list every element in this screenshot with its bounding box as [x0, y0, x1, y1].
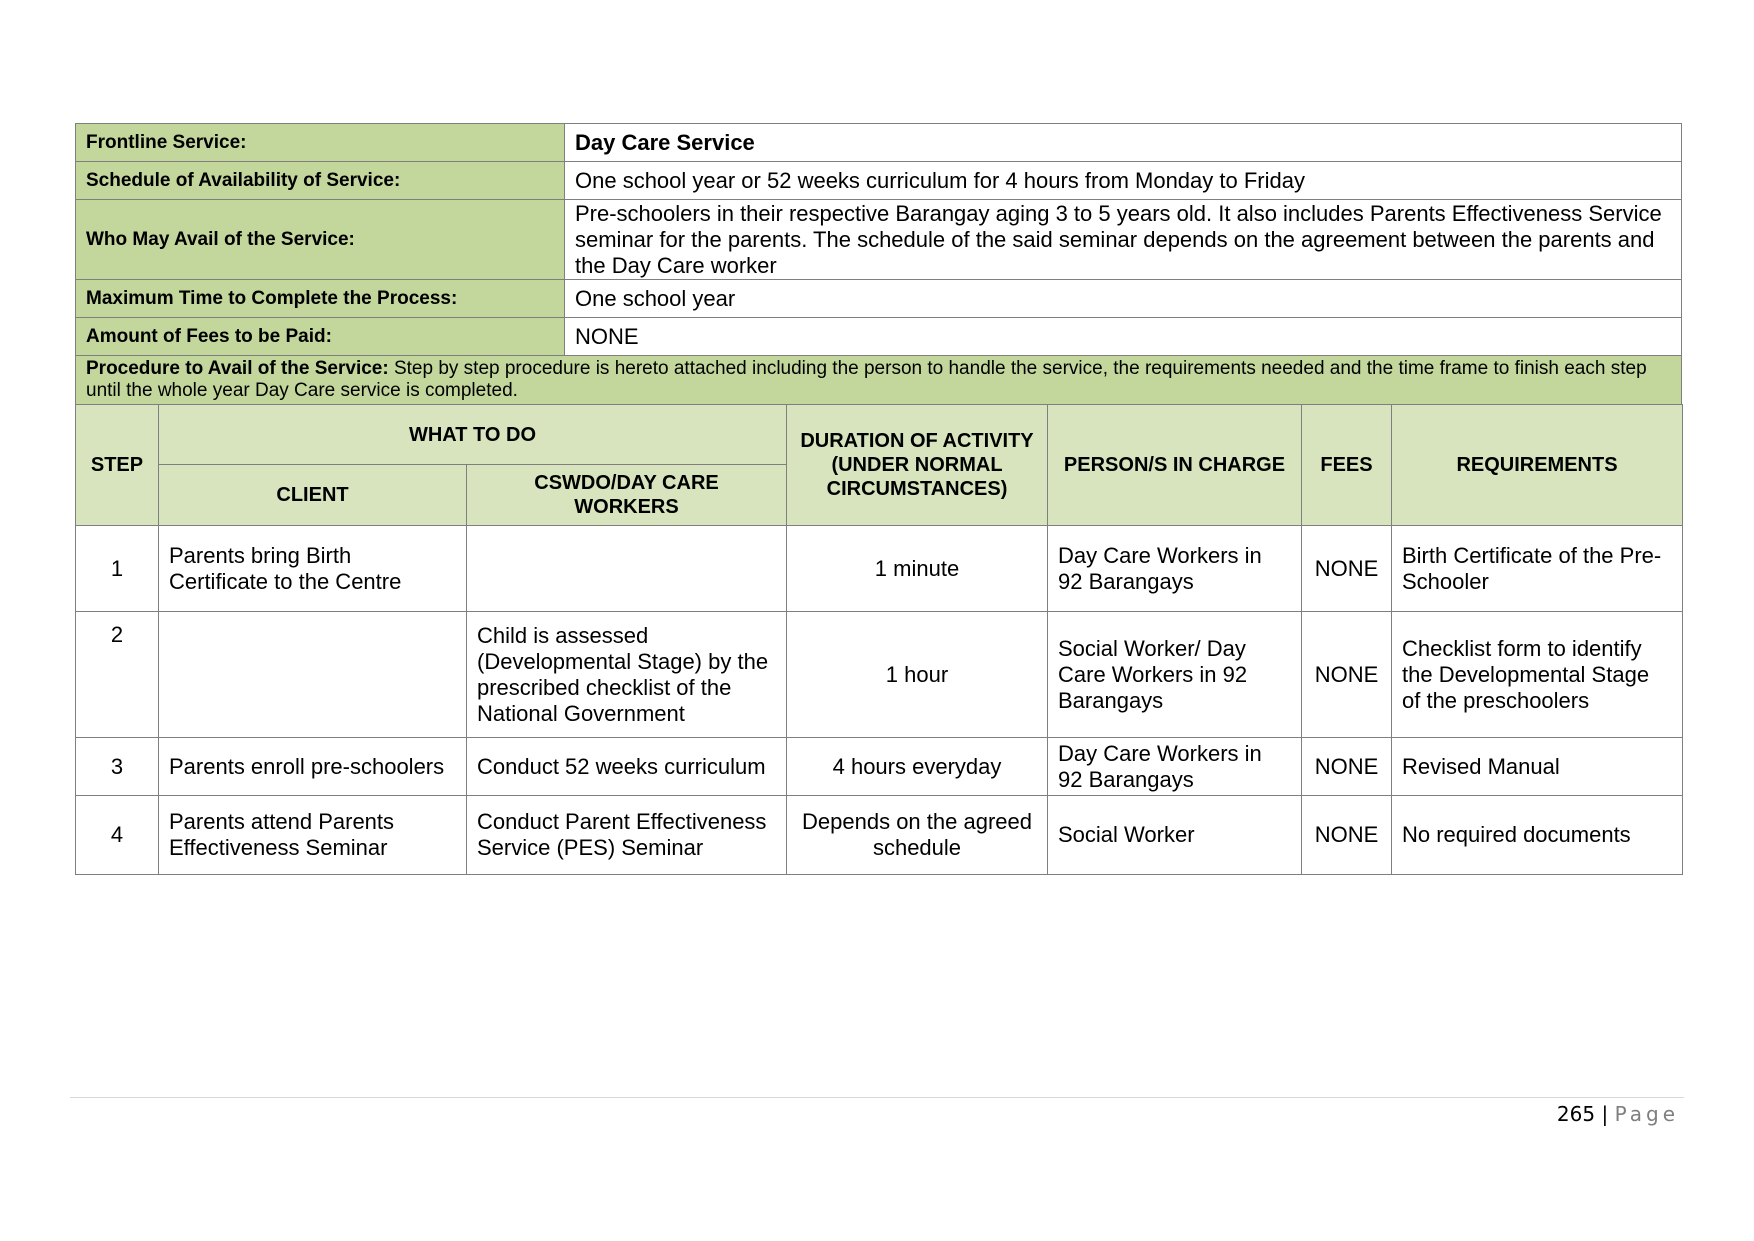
max-time-label: Maximum Time to Complete the Process: [76, 280, 565, 318]
header-fees: FEES [1302, 405, 1392, 526]
schedule-value: One school year or 52 weeks curriculum for 4 hours from Monday to Friday [565, 162, 1682, 200]
person-in-charge: Day Care Workers in 92 Barangays [1048, 526, 1302, 612]
header-client: CLIENT [159, 465, 467, 526]
frontline-value: Day Care Service [565, 124, 1682, 162]
header-persons: PERSON/S IN CHARGE [1048, 405, 1302, 526]
worker-action: Conduct Parent Effectiveness Service (PES) Seminar [467, 796, 787, 875]
requirements: Checklist form to identify the Developmental Stage of the preschoolers [1392, 612, 1683, 738]
page-number: 265 [1556, 1102, 1596, 1126]
table-row [76, 738, 1683, 796]
page-word: Page [1614, 1102, 1679, 1126]
schedule-row [76, 162, 1682, 200]
service-info-table [75, 123, 1682, 356]
max-time-value: One school year [565, 280, 1682, 318]
page-separator: | [1601, 1102, 1609, 1126]
table-row [76, 796, 1683, 875]
client-action: Parents enroll pre-schoolers [159, 738, 467, 796]
frontline-label: Frontline Service: [76, 124, 565, 162]
step-number: 3 [76, 738, 159, 796]
requirements: Birth Certificate of the Pre-Schooler [1392, 526, 1683, 612]
header-requirements: REQUIREMENTS [1392, 405, 1683, 526]
fees-label: Amount of Fees to be Paid: [76, 318, 565, 356]
person-in-charge: Day Care Workers in 92 Barangays [1048, 738, 1302, 796]
requirements: No required documents [1392, 796, 1683, 875]
client-action: Parents bring Birth Certificate to the Centre [159, 526, 467, 612]
duration: 1 minute [787, 526, 1048, 612]
fees: NONE [1302, 796, 1392, 875]
procedure-label: Procedure to Avail of the Service: [86, 358, 389, 379]
footer-divider [70, 1097, 1684, 1098]
worker-action [467, 526, 787, 612]
worker-action: Child is assessed (Developmental Stage) by the prescribed checklist of the National Government [467, 612, 787, 738]
step-number: 4 [76, 796, 159, 875]
fees: NONE [1302, 612, 1392, 738]
duration: 4 hours everyday [787, 738, 1048, 796]
table-row [76, 612, 1683, 738]
max-time-row [76, 280, 1682, 318]
fees-row [76, 318, 1682, 356]
page-footer [1557, 1102, 1679, 1126]
fees-value: NONE [565, 318, 1682, 356]
procedure-cell [76, 356, 1682, 405]
procedure-row [76, 356, 1682, 405]
who-label: Who May Avail of the Service: [76, 200, 565, 280]
header-step: STEP [76, 405, 159, 526]
header-duration: DURATION OF ACTIVITY (UNDER NORMAL CIRCUMSTANCES) [787, 405, 1048, 526]
table-row [76, 526, 1683, 612]
procedure-table [75, 355, 1682, 405]
header-what-to-do: WHAT TO DO [159, 405, 787, 465]
step-number: 2 [76, 612, 159, 738]
requirements: Revised Manual [1392, 738, 1683, 796]
step-number: 1 [76, 526, 159, 612]
duration: 1 hour [787, 612, 1048, 738]
person-in-charge: Social Worker [1048, 796, 1302, 875]
person-in-charge: Social Worker/ Day Care Workers in 92 Barangays [1048, 612, 1302, 738]
client-action: Parents attend Parents Effectiveness Seminar [159, 796, 467, 875]
header-cswdo: CSWDO/DAY CARE WORKERS [467, 465, 787, 526]
header-row-1 [76, 405, 1683, 465]
duration: Depends on the agreed schedule [787, 796, 1048, 875]
fees: NONE [1302, 526, 1392, 612]
service-sheet [75, 123, 1682, 875]
who-value: Pre-schoolers in their respective Barangay aging 3 to 5 years old. It also includes Parents Effectiveness Service seminar for the parents. The schedule of the said seminar depends on the agreement between the parents and the Day Care worker [565, 200, 1682, 280]
procedure-text: Step by step procedure is hereto attached including the person to handle the service, the requirements needed and the time frame to finish each step until the whole year Day Care service is completed. [86, 358, 1647, 401]
steps-table [75, 404, 1683, 875]
who-row [76, 200, 1682, 280]
fees: NONE [1302, 738, 1392, 796]
frontline-row [76, 124, 1682, 162]
worker-action: Conduct 52 weeks curriculum [467, 738, 787, 796]
client-action [159, 612, 467, 738]
schedule-label: Schedule of Availability of Service: [76, 162, 565, 200]
